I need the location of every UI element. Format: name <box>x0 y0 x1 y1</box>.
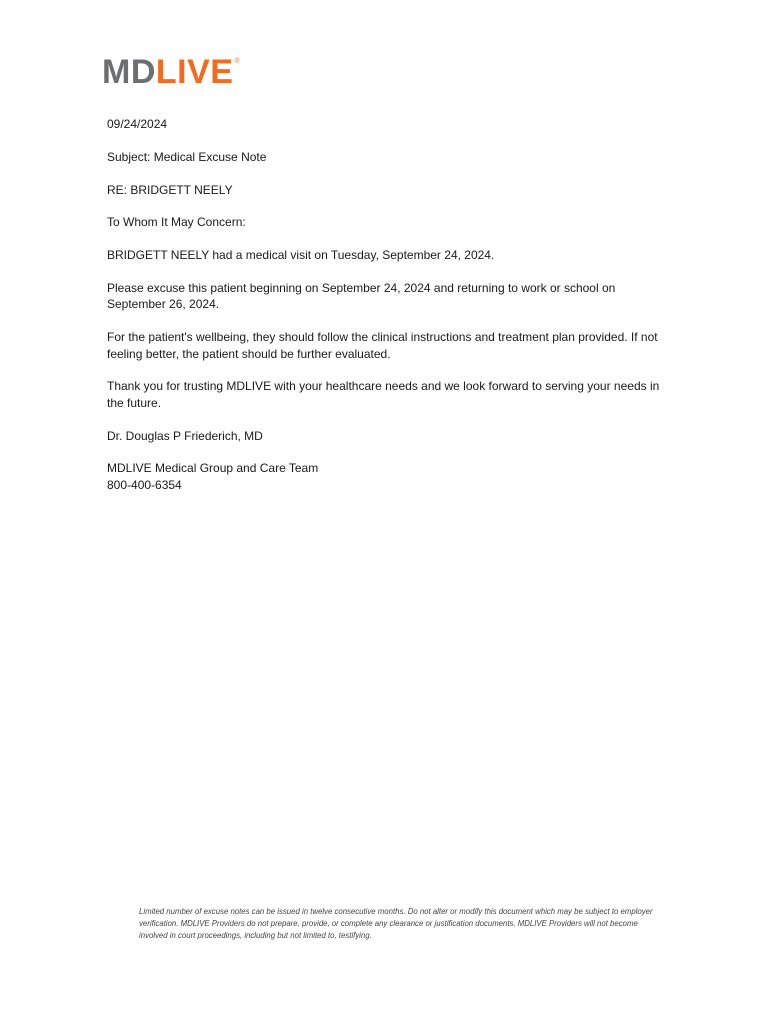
letter-excuse-paragraph: Please excuse this patient beginning on September 24, 2024 and returning to work or school on September 26, 2024. <box>107 280 616 312</box>
letter-subject: Subject: Medical Excuse Note <box>107 149 267 164</box>
footer-disclaimer: Limited number of excuse notes can be issued in twelve consecutive months. Do not alter or modify this document which may be subject to employer verification. MDLIVE Providers do not prepare, provide, or complete any clearance or justification documents. MDLIVE Providers will not become involved in court proceedings, including but not limited to, testifying. <box>139 907 653 940</box>
letter-phone: 800-400-6354 <box>107 477 182 492</box>
letter-wellbeing-paragraph: For the patient's wellbeing, they should follow the clinical instructions and treatment plan provided. If not feeling better, the patient should be further evaluated. <box>107 330 658 361</box>
letter-doctor-signature: Dr. Douglas P Friederich, MD <box>107 428 263 443</box>
logo-md-text: MD <box>102 53 156 91</box>
letter-re: RE: BRIDGETT NEELY <box>107 182 233 197</box>
letter-body <box>107 116 667 493</box>
letter-date: 09/24/2024 <box>107 117 168 131</box>
letter-visit-paragraph: BRIDGETT NEELY had a medical visit on Tuesday, September 24, 2024. <box>107 248 495 263</box>
logo-registered-mark: ® <box>234 58 241 65</box>
mdlive-logo <box>102 53 241 91</box>
letter-thanks-paragraph: Thank you for trusting MDLIVE with your healthcare needs and we look forward to serving your needs in the future. <box>107 379 660 410</box>
logo-live-text: LIVE <box>155 53 234 91</box>
letter-care-team: MDLIVE Medical Group and Care Team <box>107 461 319 476</box>
letter-salutation: To Whom It May Concern: <box>107 215 246 230</box>
